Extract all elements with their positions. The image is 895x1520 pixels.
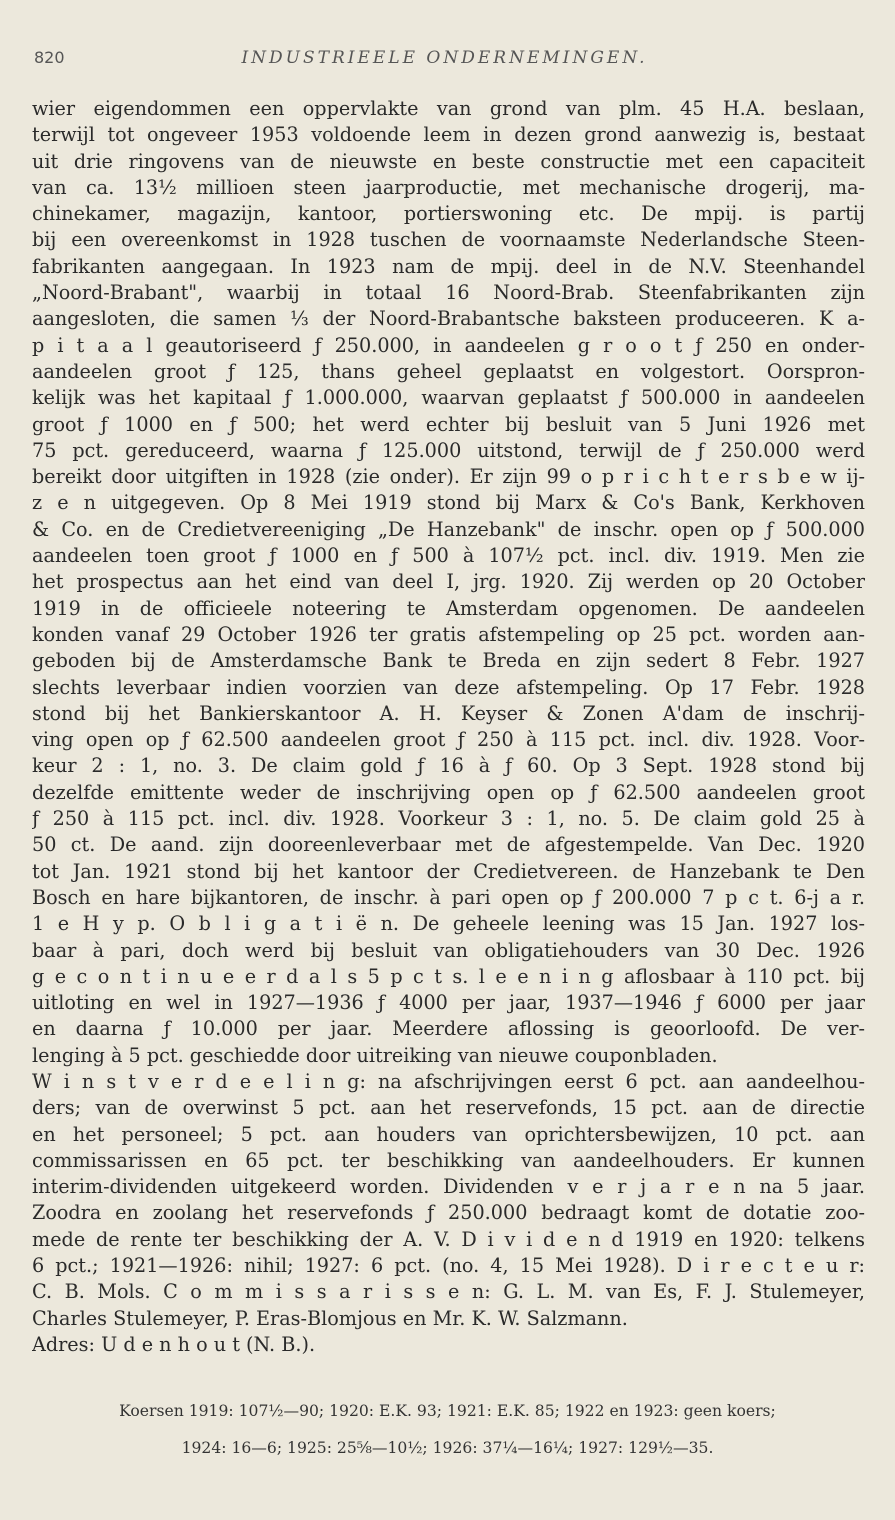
text-line: lenging à 5 pct. geschiedde door uitreiking van nieuwe couponbladen.	[32, 1043, 718, 1067]
running-title: INDUSTRIEELE ONDERNEMINGEN.	[241, 48, 648, 68]
koersen-line-1: Koersen 1919: 107½—90; 1920: E.K. 93; 1921: E.K. 85; 1922 en 1923: geen koers;	[119, 1402, 776, 1420]
koersen-line-2: 1924: 16—6; 1925: 25⅝—10½; 1926: 37¼—16¼; 1927: 129½—35.	[181, 1439, 714, 1457]
page-header	[34, 48, 855, 78]
text-line: ders; van de overwinst 5 pct. aan het reservefonds, 15 pct. aan de directie	[32, 1096, 865, 1120]
text-line: & Co. en de Credietvereeniging „De Hanzebank" de inschr. open op ƒ 500.000	[32, 517, 865, 541]
text-line: van ca. 13½ millioen steen jaarproductie, met mechanische drogerij, ma-	[32, 175, 865, 199]
text-line: geboden bij de Amsterdamsche Bank te Breda en zijn sedert 8 Febr. 1927	[32, 649, 865, 673]
text-line: slechts leverbaar indien voorzien van deze afstempeling. Op 17 Febr. 1928	[32, 675, 865, 699]
text-line: „Noord-Brabant", waarbij in totaal 16 Noord-Brab. Steenfabrikanten zijn	[32, 281, 865, 305]
text-line: z e n uitgegeven. Op 8 Mei 1919 stond bij Marx & Co's Bank, Kerkhoven	[32, 491, 865, 515]
text-line: konden vanaf 29 October 1926 ter gratis afstempeling op 25 pct. worden aan-	[32, 622, 865, 646]
text-line: ving open op ƒ 62.500 aandeelen groot ƒ 250 à 115 pct. incl. div. 1928. Voor-	[32, 728, 865, 752]
text-line: 1 e H y p. O b l i g a t i ë n. De geheele leening was 15 Jan. 1927 los-	[32, 912, 865, 936]
text-line: aangesloten, die samen ⅓ der Noord-Brabantsche baksteen produceeren. K a-	[32, 307, 865, 331]
text-line: Adres: U d e n h o u t (N. B.).	[32, 1332, 316, 1356]
text-line: en het personeel; 5 pct. aan houders van oprichtersbewijzen, 10 pct. aan	[32, 1122, 865, 1146]
text-line: aandeelen groot ƒ 125, thans geheel geplaatst en volgestort. Oorspron-	[32, 359, 865, 383]
text-line: 75 pct. gereduceerd, waarna ƒ 125.000 uitstond, terwijl de ƒ 250.000 werd	[32, 438, 865, 462]
text-line: 50 ct. De aand. zijn dooreenleverbaar met de afgestempelde. Van Dec. 1920	[32, 833, 865, 857]
text-line: keur 2 : 1, no. 3. De claim gold ƒ 16 à ƒ 60. Op 3 Sept. 1928 stond bij	[32, 754, 865, 778]
text-line: en daarna ƒ 10.000 per jaar. Meerdere aflossing is geoorloofd. De ver-	[32, 1017, 865, 1041]
text-line: W i n s t v e r d e e l i n g: na afschrijvingen eerst 6 pct. aan aandeelhou-	[32, 1069, 865, 1093]
text-line: Charles Stulemeyer, P. Eras-Blomjous en Mr. K. W. Salzmann.	[32, 1306, 628, 1330]
text-line: uitloting en wel in 1927—1936 ƒ 4000 per jaar, 1937—1946 ƒ 6000 per jaar	[32, 991, 865, 1015]
text-line: terwijl tot ongeveer 1953 voldoende leem in dezen grond aanwezig is, bestaat	[32, 123, 865, 147]
text-line: Zoodra en zoolang het reservefonds ƒ 250.000 bedraagt komt de dotatie zoo-	[32, 1201, 865, 1225]
text-line: baar à pari, doch werd bij besluit van obligatiehouders van 30 Dec. 1926	[32, 938, 865, 962]
text-line: p i t a a l geautoriseerd ƒ 250.000, in aandeelen g r o o t ƒ 250 en onder-	[32, 333, 865, 357]
text-line: bereikt door uitgiften in 1928 (zie onder). Er zijn 99 o p r i c h t e r s b e w ij-	[32, 465, 865, 489]
text-line: Bosch en hare bijkantoren, de inschr. à pari open op ƒ 200.000 7 p c t. 6-j a r.	[32, 885, 865, 909]
text-line: ƒ 250 à 115 pct. incl. div. 1928. Voorkeur 3 : 1, no. 5. De claim gold 25 à	[32, 807, 865, 831]
text-line: het prospectus aan het eind van deel I, jrg. 1920. Zij werden op 20 October	[32, 570, 865, 594]
text-line: mede de rente ter beschikking der A. V. D i v i d e n d 1919 en 1920: telkens	[32, 1227, 865, 1251]
text-line: chinekamer, magazijn, kantoor, portierswoning etc. De mpij. is partij	[32, 202, 865, 226]
text-line: bij een overeenkomst in 1928 tuschen de voornaamste Nederlandsche Steen-	[32, 228, 865, 252]
text-line: groot ƒ 1000 en ƒ 500; het werd echter bij besluit van 5 Juni 1926 met	[32, 412, 865, 436]
body-text	[32, 96, 865, 1358]
text-line: stond bij het Bankierskantoor A. H. Keyser & Zonen A'dam de inschrij-	[32, 701, 865, 725]
text-line: 6 pct.; 1921—1926: nihil; 1927: 6 pct. (no. 4, 15 Mei 1928). D i r e c t e u r:	[32, 1254, 865, 1278]
text-line: dezelfde emittente weder de inschrijving open op ƒ 62.500 aandeelen groot	[32, 780, 865, 804]
text-line: 1919 in de officieele noteering te Amsterdam opgenomen. De aandeelen	[32, 596, 865, 620]
text-line: interim-dividenden uitgekeerd worden. Dividenden v e r j a r e n na 5 jaar.	[32, 1175, 865, 1199]
text-line: C. B. Mols. C o m m i s s a r i s s e n: G. L. M. van Es, F. J. Stulemeyer,	[32, 1280, 865, 1304]
text-line: wier eigendommen een oppervlakte van grond van plm. 45 H.A. beslaan,	[32, 97, 865, 120]
page-number: 820	[34, 48, 65, 67]
text-line: tot Jan. 1921 stond bij het kantoor der Credietvereen. de Hanzebank te Den	[32, 859, 865, 883]
text-line: commissarissen en 65 pct. ter beschikking van aandeelhouders. Er kunnen	[32, 1148, 865, 1172]
text-line: aandeelen toen groot ƒ 1000 en ƒ 500 à 107½ pct. incl. div. 1919. Men zie	[32, 544, 865, 568]
text-line: kelijk was het kapitaal ƒ 1.000.000, waarvan geplaatst ƒ 500.000 in aandeelen	[32, 386, 865, 410]
text-line: g e c o n t i n u e e r d a l s 5 p c t s. l e e n i n g aflosbaar à 110 pct. bij	[32, 964, 865, 988]
text-line: fabrikanten aangegaan. In 1923 nam de mpij. deel in de N.V. Steenhandel	[32, 254, 865, 278]
text-line: uit drie ringovens van de nieuwste en beste constructie met een capaciteit	[32, 149, 865, 173]
